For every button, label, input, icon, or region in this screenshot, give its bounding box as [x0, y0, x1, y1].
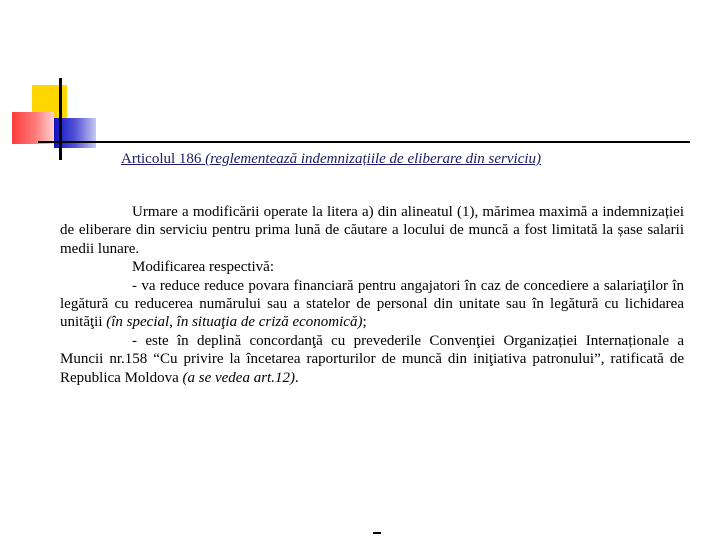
paragraph-1-text: Urmare a modificării operate la litera a) din alineatul (1), mărimea maximă a indemnizației de eliberare din serviciu pentru prima lună de căutare a locului de muncă a fost limitată la șase salarii medii lunare.: [60, 204, 684, 257]
paragraph-4-end: .: [294, 369, 299, 386]
title-main: Articolul 186: [121, 151, 202, 167]
decor-red-square: [12, 112, 54, 144]
paragraph-2-text: Modificarea respectivă:: [132, 259, 275, 276]
paragraph-3: [60, 277, 684, 332]
paragraph-3-italic: (în special, în situaţia de criză economică): [102, 314, 363, 331]
title-subtitle: (reglementează indemnizațiile de eliberare din serviciu): [205, 151, 542, 167]
paragraph-3-text: - va reduce reduce povara financiară pentru angajatori în caz de concediere a salariaţilor în legătură cu reducerea numărului sau a statelor de personal din unitate sau în legătură cu lichidarea unităţii: [60, 277, 684, 331]
paragraph-3-end: ;: [362, 314, 367, 331]
slide-body: [60, 203, 684, 387]
paragraph-2: [60, 258, 684, 276]
decor-horizontal-line: [38, 141, 690, 143]
decor-vertical-line: [59, 78, 62, 160]
paragraph-4: [60, 332, 684, 387]
paragraph-4-text: - este în deplină concordanţă cu prevederile Convenţiei Organizației Internaționale a Muncii nr.158 “Cu privire la încetarea raporturilor de muncă din iniţiativa patronului”, ratificată de Republica Moldova: [60, 332, 684, 386]
paragraph-1: [60, 203, 684, 258]
paragraph-4-italic: (a se vedea art.12): [178, 369, 295, 386]
slide-title: [121, 151, 541, 168]
page-marker: [373, 532, 381, 534]
